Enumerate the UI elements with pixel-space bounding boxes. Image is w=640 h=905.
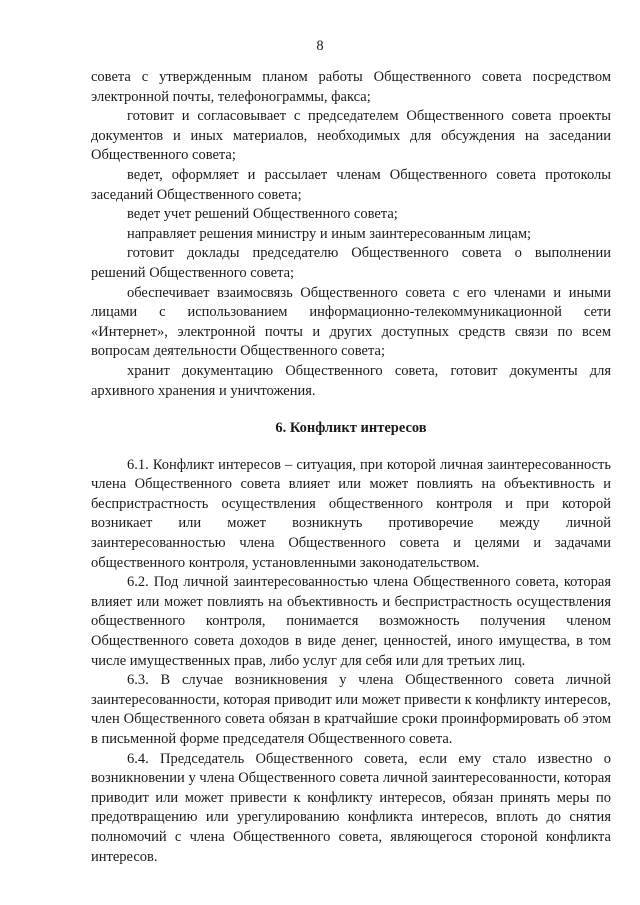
- clause-6-4: 6.4. Председатель Общественного совета, если ему стало известно о возникновении у члена Общественного совета личной заинтересованности, которая приводит или может привести к конфликту интересов, обязан принять меры по предотвращению или урегулированию конфликта интересов, вплоть до снятия полномочий с члена Общественного совета, являющегося стороной конфликта интересов.: [91, 750, 611, 865]
- paragraph-duty: направляет решения министру и иным заинтересованным лицам;: [127, 225, 532, 242]
- document-body: [91, 68, 611, 867]
- section-title: 6. Конфликт интересов: [275, 420, 427, 437]
- clause-6-2: 6.2. Под личной заинтересованностью члена Общественного совета, которая влияет или может повлиять на объективность и беспристрастность осуществления общественного контроля, понимается возможность получения членом Общественного совета доходов в виде денег, ценностей, иного имущества, в том числе имущественных прав, либо услуг для себя или для третьих лиц.: [91, 574, 611, 669]
- paragraph-duty: обеспечивает взаимосвязь Общественного совета с его членами и иными лицами с использованием информационно-телекоммуникационной сети «Интернет», электронной почты и других доступных средств связи по всем вопросам деятельности Общественного совета;: [91, 284, 611, 360]
- paragraph-duty: готовит доклады председателю Общественного совета о выполнении решений Общественного совета;: [91, 245, 611, 281]
- page-number: 8: [316, 38, 324, 54]
- clause-6-1: 6.1. Конфликт интересов – ситуация, при которой личная заинтересованность члена Общественного совета влияет или может повлиять на объективность и беспристрастность осуществления общественного контроля и при которой возникает или может возникнуть противоречие между личной заинтересованностью члена Общественного совета и целями и задачами общественного контроля, установленными законодательством.: [91, 456, 611, 571]
- paragraph-duty: готовит и согласовывает с председателем Общественного совета проекты документов и иных материалов, необходимых для обсуждения на заседании Общественного совета;: [91, 108, 611, 164]
- paragraph-duty: ведет учет решений Общественного совета;: [127, 206, 398, 223]
- clause-6-3: 6.3. В случае возникновения у члена Общественного совета личной заинтересованности, которая приводит или может привести к конфликту интересов, член Общественного совета обязан в кратчайшие сроки проинформировать об этом в письменной форме председателя Общественного совета.: [91, 672, 611, 747]
- paragraph-duty: ведет, оформляет и рассылает членам Общественного совета протоколы заседаний Общественного совета;: [91, 166, 611, 203]
- paragraph-duty: хранит документацию Общественного совета, готовит документы для архивного хранения и уничтожения.: [91, 362, 611, 399]
- paragraph-continuation: совета с утвержденным планом работы Общественного совета посредством электронной почты, телефонограммы, факса;: [91, 69, 611, 105]
